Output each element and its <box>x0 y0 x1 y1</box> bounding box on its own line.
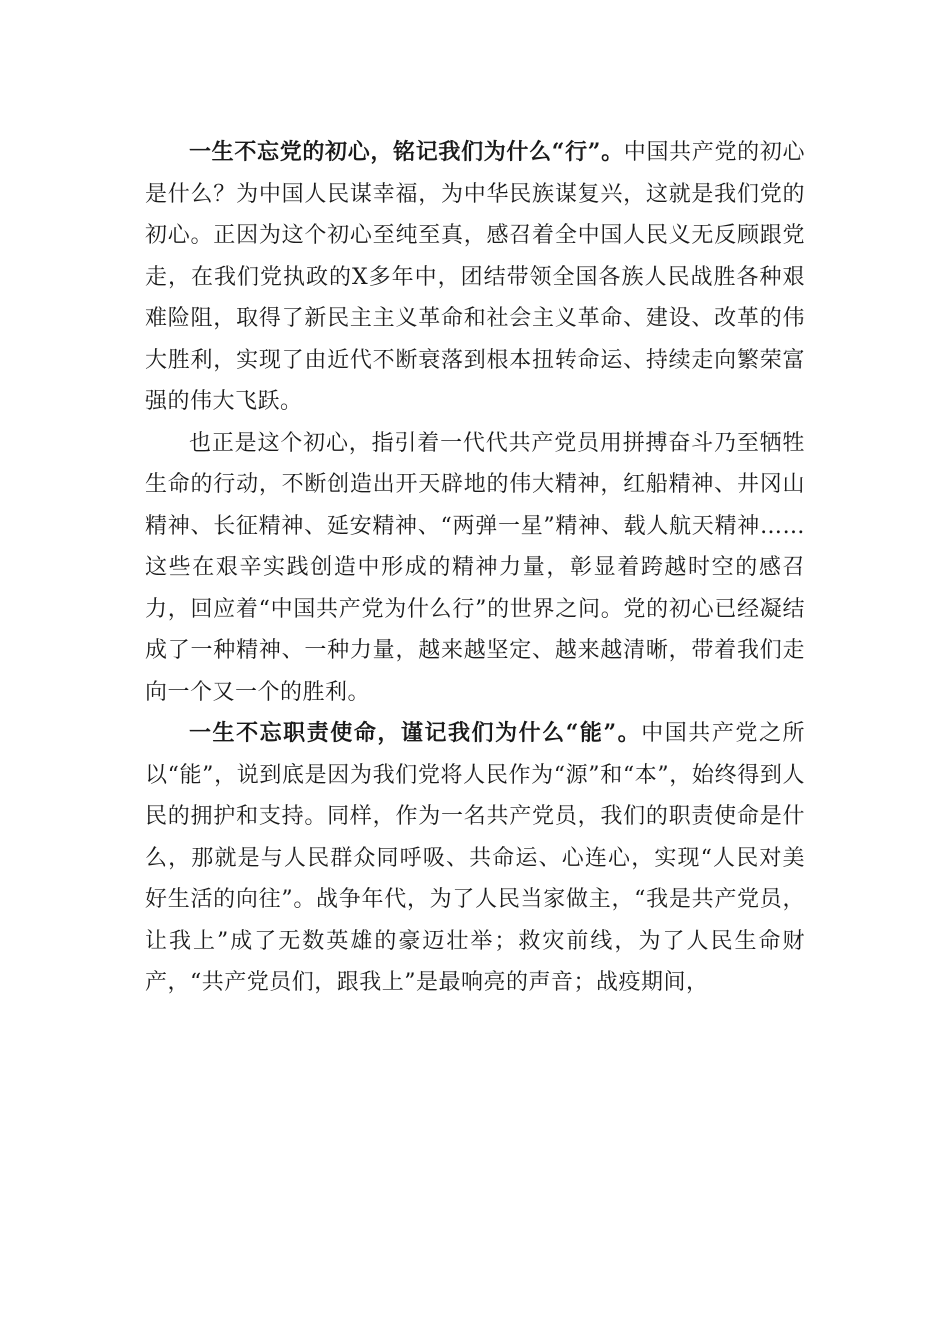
paragraph-3 <box>145 713 805 1004</box>
paragraph-2-text: 也正是这个初心，指引着一代代共产党员用拼搏奋斗乃至牺牲生命的行动，不断创造出开天辟地的伟大精神，红船精神、井冈山精神、长征精神、延安精神、“两弹一星”精神、载人航天精神……这些在艰辛实践创造中形成的精神力量，彰显着跨越时空的感召力，回应着“中国共产党为什么行”的世界之问。党的初心已经凝结成了一种精神、一种力量，越来越坚定、越来越清晰，带着我们走向一个又一个的胜利。 <box>145 430 805 705</box>
paragraph-1-heading: 一生不忘党的初心，铭记我们为什么“行”。 <box>189 139 624 165</box>
paragraph-3-text: 中国共产党之所以“能”，说到底是因为我们党将人民作为“源”和“本”，始终得到人民的拥护和支持。同样，作为一名共产党员，我们的职责使命是什么，那就是与人民群众同呼吸、共命运、心连心，实现“人民对美好生活的向往”。战争年代，为了人民当家做主，“我是共产党员，让我上”成了无数英雄的豪迈壮举；救灾前线，为了人民生命财产，“共产党员们，跟我上”是最响亮的声音；战疫期间， <box>145 721 805 995</box>
paragraph-2 <box>145 423 805 714</box>
paragraph-1-text: 中国共产党的初心是什么？为中国人民谋幸福，为中华民族谋复兴，这就是我们党的初心。正因为这个初心至纯至真，感召着全中国人民义无反顾跟党走，在我们党执政的X多年中，团结带领全国各族人民战胜各种艰难险阻，取得了新民主主义革命和社会主义革命、建设、改革的伟大胜利，实现了由近代不断衰落到根本扭转命运、持续走向繁荣富强的伟大飞跃。 <box>145 140 805 414</box>
paragraph-3-heading: 一生不忘职责使命，谨记我们为什么“能”。 <box>189 720 642 746</box>
paragraph-1 <box>145 132 805 423</box>
document-body <box>145 132 805 1004</box>
